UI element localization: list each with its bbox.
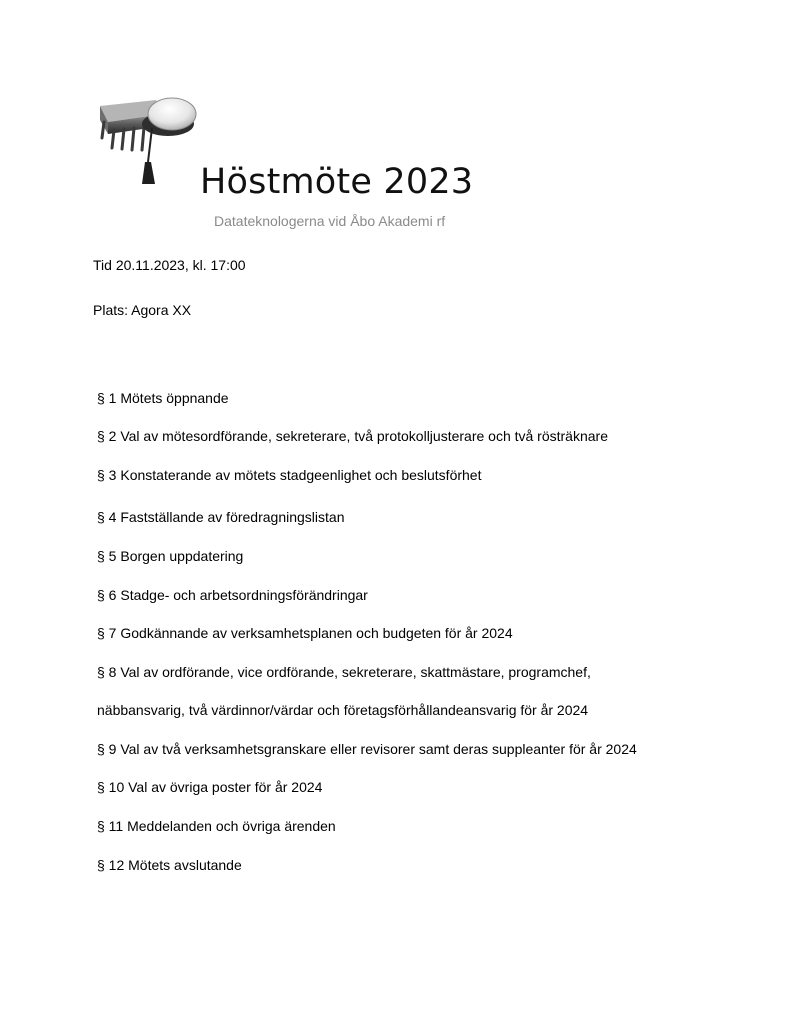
organization-subtitle: Datateknologerna vid Åbo Akademi rf (214, 213, 446, 229)
agenda-item: § 10 Val av övriga poster för år 2024 (97, 779, 323, 795)
agenda-item: § 1 Mötets öppnande (97, 390, 229, 406)
agenda-item: § 12 Mötets avslutande (97, 857, 242, 873)
agenda-item: § 2 Val av mötesordförande, sekreterare, två protokolljusterare och två rösträknare (97, 428, 608, 444)
agenda-item: § 3 Konstaterande av mötets stadgeenlighet och beslutsförhet (97, 467, 482, 483)
agenda-item-continuation: näbbansvarig, två värdinnor/värdar och företagsförhållandeansvarig för år 2024 (97, 702, 589, 718)
agenda-item: § 4 Fastställande av föredragningslistan (97, 509, 345, 525)
agenda-item: § 8 Val av ordförande, vice ordförande, sekreterare, skattmästare, programchef, (97, 664, 591, 680)
agenda-item: § 6 Stadge- och arbetsordningsförändringar (97, 587, 368, 603)
agenda-item: § 11 Meddelanden och övriga ärenden (97, 818, 336, 834)
meeting-place: Plats: Agora XX (93, 302, 192, 318)
agenda-item: § 7 Godkännande av verksamhetsplanen och budgeten för år 2024 (97, 625, 513, 641)
meeting-time: Tid 20.11.2023, kl. 17:00 (93, 257, 246, 273)
agenda-item: § 9 Val av två verksamhetsgranskare eller revisorer samt deras suppleanter för år 2024 (97, 741, 637, 757)
page-title: Höstmöte 2023 (200, 162, 474, 202)
agenda-item: § 5 Borgen uppdatering (97, 548, 244, 564)
